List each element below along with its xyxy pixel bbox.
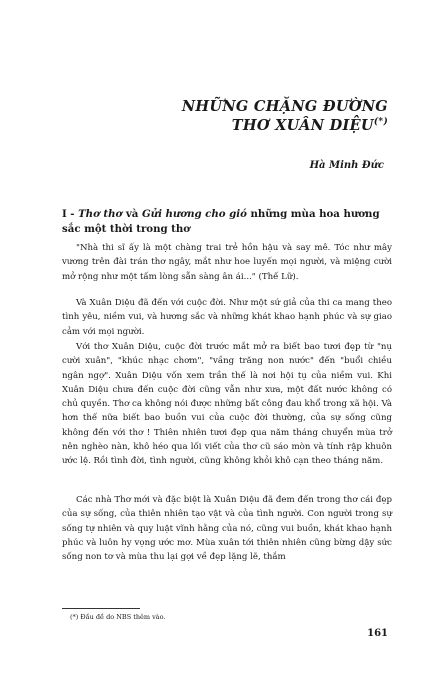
work-title-2: Gửi hương cho gió — [141, 208, 247, 220]
chapter-title-line-1: NHỮNG CHẶNG ĐƯỜNG — [181, 98, 388, 115]
paragraph-2: Và Xuân Diệu đã đến với cuộc đời. Như một sứ giả của thi ca mang theo tình yêu, niềm vui, và hương sắc và những khát khao hạnh phúc và sự giao cảm với mọi người. — [62, 298, 392, 337]
conjunction: và — [125, 208, 139, 220]
section-heading — [62, 207, 392, 237]
section-number: I - — [62, 208, 75, 220]
author-name: Hà Minh Đức — [309, 160, 384, 171]
chapter-title-line-2 — [232, 117, 388, 134]
paragraph-3: Với thơ Xuân Diệu, cuộc đời trước mắt mở ra biết bao tươi đẹp từ "nụ cười xuân", "khúc nhạc chơm", "vầng trăng non nước" đến "buổi chiều ngân ngợ". Xuân Diệu vốn xem trần thế là nơi hội tụ của niềm vui. Khi Xuân Diệu chưa đến cuộc đời cũng vẫn như xưa, một đất nước không có chủ quyền. Thơ ca không nói được những bất công đau khổ trong xã hội. Và hơn thế nữa biết bao buồn vui của cuộc đời thường, của sự sống cũng không đến với thơ ! Thiên nhiên tươi đẹp qua năm tháng chuyển mùa trở nên nghèo nàn, khô héo qua lối viết của thơ cũ sáo mòn và tính rập khuôn ước lệ. Rồi tình đời, tình người, cũng không khỏi khô cạn theo tháng năm. — [62, 342, 392, 467]
footnote: (*) Đầu đề do NBS thêm vào. — [70, 613, 166, 621]
work-title-1: Thơ thơ — [78, 208, 123, 220]
paragraph-4: Các nhà Thơ mới và đặc biệt là Xuân Diệu đã đem đến trong thơ cái đẹp của sự sống, của thiên nhiên tạo vật và của tình người. Con người trong sự sống tự nhiên và quy luật vĩnh hằng của nó, cũng vui buồn, khát khao hạnh phúc và luôn hy vọng ước mơ. Mùa xuân tới thiên nhiên cũng bừng dậy sức sống non tơ và mùa thu lại gợi về đẹp lặng lẽ, thắm — [62, 495, 392, 563]
chapter-title-text: THƠ XUÂN DIỆU — [231, 117, 374, 134]
paragraph-1: "Nhà thi sĩ ấy là một chàng trai trẻ hồn hậu và say mê. Tóc như mây vương trên đài trán thơ ngây, mắt như hoe luyến mọi người, và miệng cười mở rộng như một tấm lòng sẵn sàng ân ái..." (Thế Lữ). — [62, 243, 392, 282]
footnote-divider — [62, 608, 140, 609]
section-heading-rest: những mùa hoa hương sắc một thời trong thơ — [62, 208, 380, 235]
page-number: 161 — [367, 628, 388, 639]
footnote-marker: (*) — [373, 117, 388, 128]
